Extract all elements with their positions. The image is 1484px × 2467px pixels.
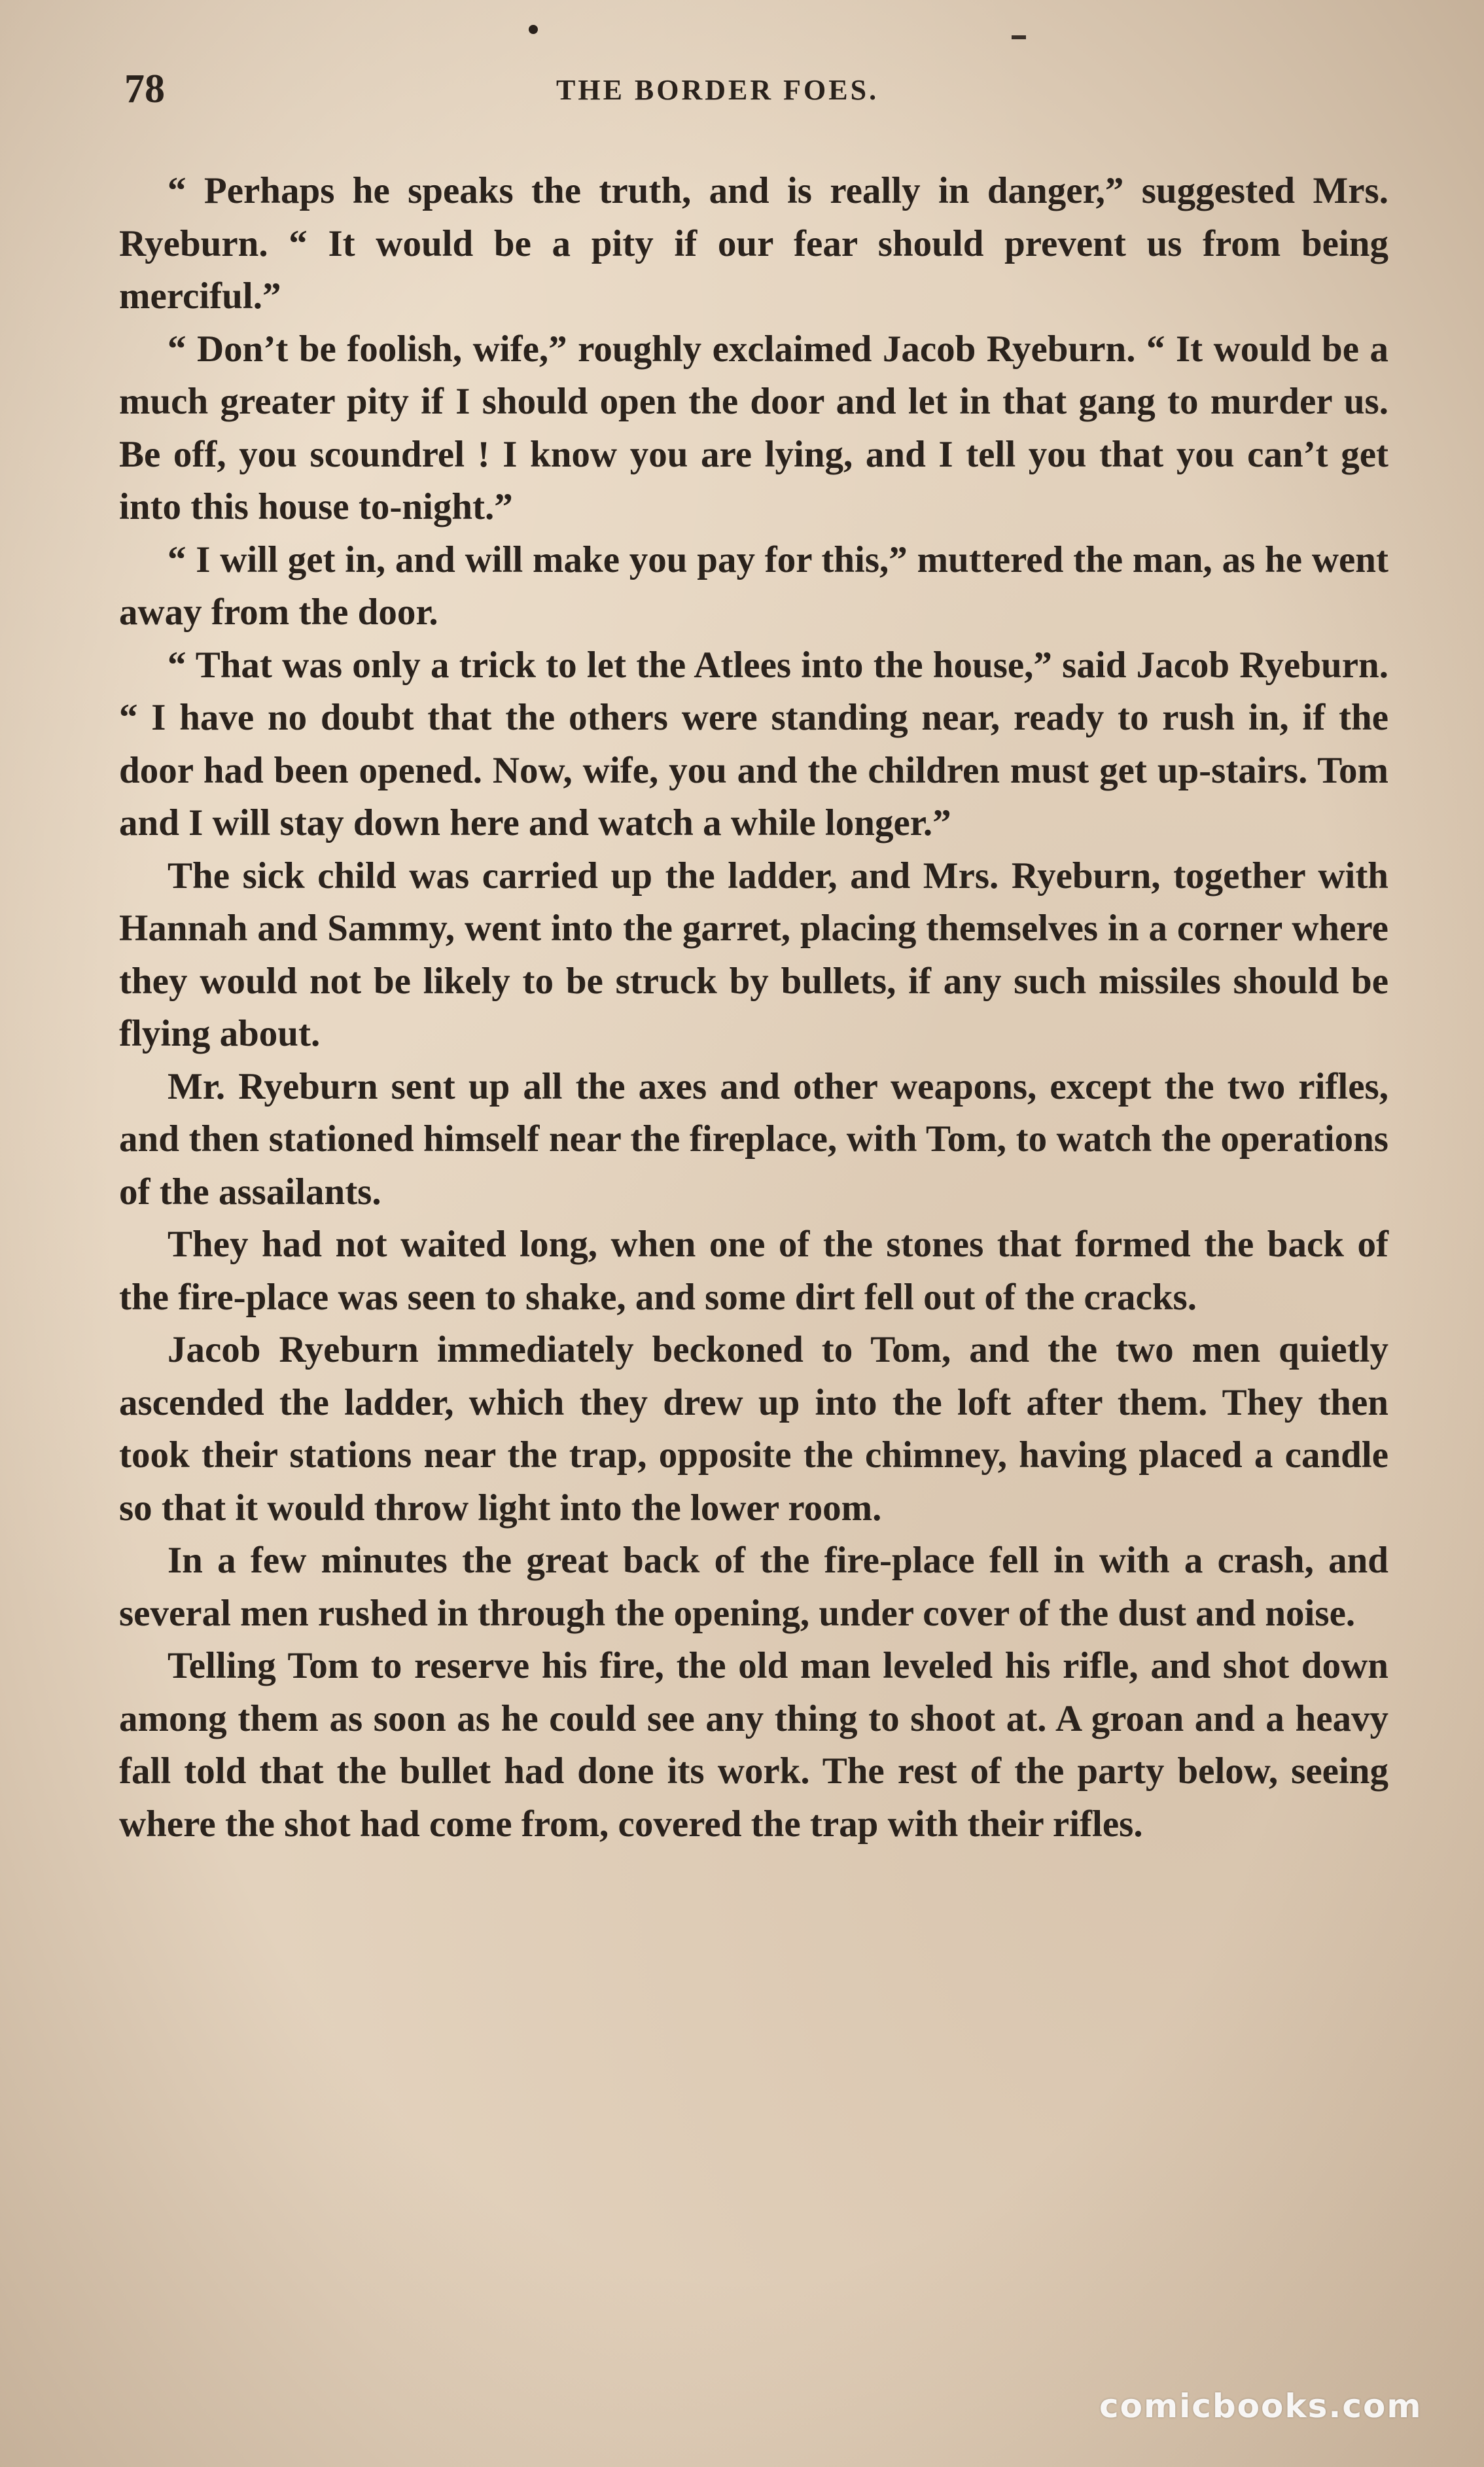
paragraph: “ That was only a trick to let the Atlees into the house,” said Jacob Ryeburn. “ I have no doubt that the others were standing near, ready to rush in, if the door had been opened. Now, wife, you and the children must get up-stairs. Tom and I will stay down here and watch a while longer.” [119, 644, 1388, 843]
watermark: comicbooks.com [1099, 2387, 1422, 2425]
paragraph: “ Don’t be foolish, wife,” roughly exclaimed Jacob Ryeburn. “ It would be a much greater pity if I should open the door and let in that gang to murder us. Be off, you scoundrel ! I know you are lying, and I tell you that you can’t get into this house to-night.” [119, 328, 1388, 527]
page-number: 78 [124, 67, 165, 111]
print-mark [1012, 35, 1026, 39]
paragraph: “ Perhaps he speaks the truth, and is really in danger,” suggested Mrs. Ryeburn. “ It would be a pity if our fear should prevent us from being merciful.” [119, 170, 1388, 317]
paragraph: Jacob Ryeburn immediately beckoned to Tom, and the two men quietly ascended the ladder, which they drew up into the loft after them. They then took their stations near the trap, opposite the chimney, having placed a candle so that it would throw light into the lower room. [119, 1329, 1388, 1529]
paragraph: In a few minutes the great back of the fire-place fell in with a crash, and several men rushed in through the opening, under cover of the dust and noise. [119, 1540, 1388, 1634]
running-head: THE BORDER FOES. [556, 74, 879, 106]
print-speck [529, 25, 538, 34]
paragraph: The sick child was carried up the ladder, and Mrs. Ryeburn, together with Hannah and Sammy, went into the garret, placing themselves in a corner where they would not be likely to be struck by bullets, if any such missiles should be flying about. [119, 855, 1388, 1054]
paragraph: Telling Tom to reserve his fire, the old man leveled his rifle, and shot down among them as soon as he could see any thing to shoot at. A groan and a heavy fall told that the bullet had done its work. The rest of the party below, seeing where the shot had come from, covered the trap with their rifles. [119, 1645, 1388, 1845]
paragraph: “ I will get in, and will make you pay for this,” muttered the man, as he went away from the door. [119, 539, 1388, 633]
body-text [119, 165, 1388, 1851]
paragraph: Mr. Ryeburn sent up all the axes and other weapons, except the two rifles, and then stationed himself near the fireplace, with Tom, to watch the operations of the assailants. [119, 1065, 1388, 1213]
paragraph: They had not waited long, when one of the stones that formed the back of the fire-place was seen to shake, and some dirt fell out of the cracks. [119, 1224, 1388, 1318]
